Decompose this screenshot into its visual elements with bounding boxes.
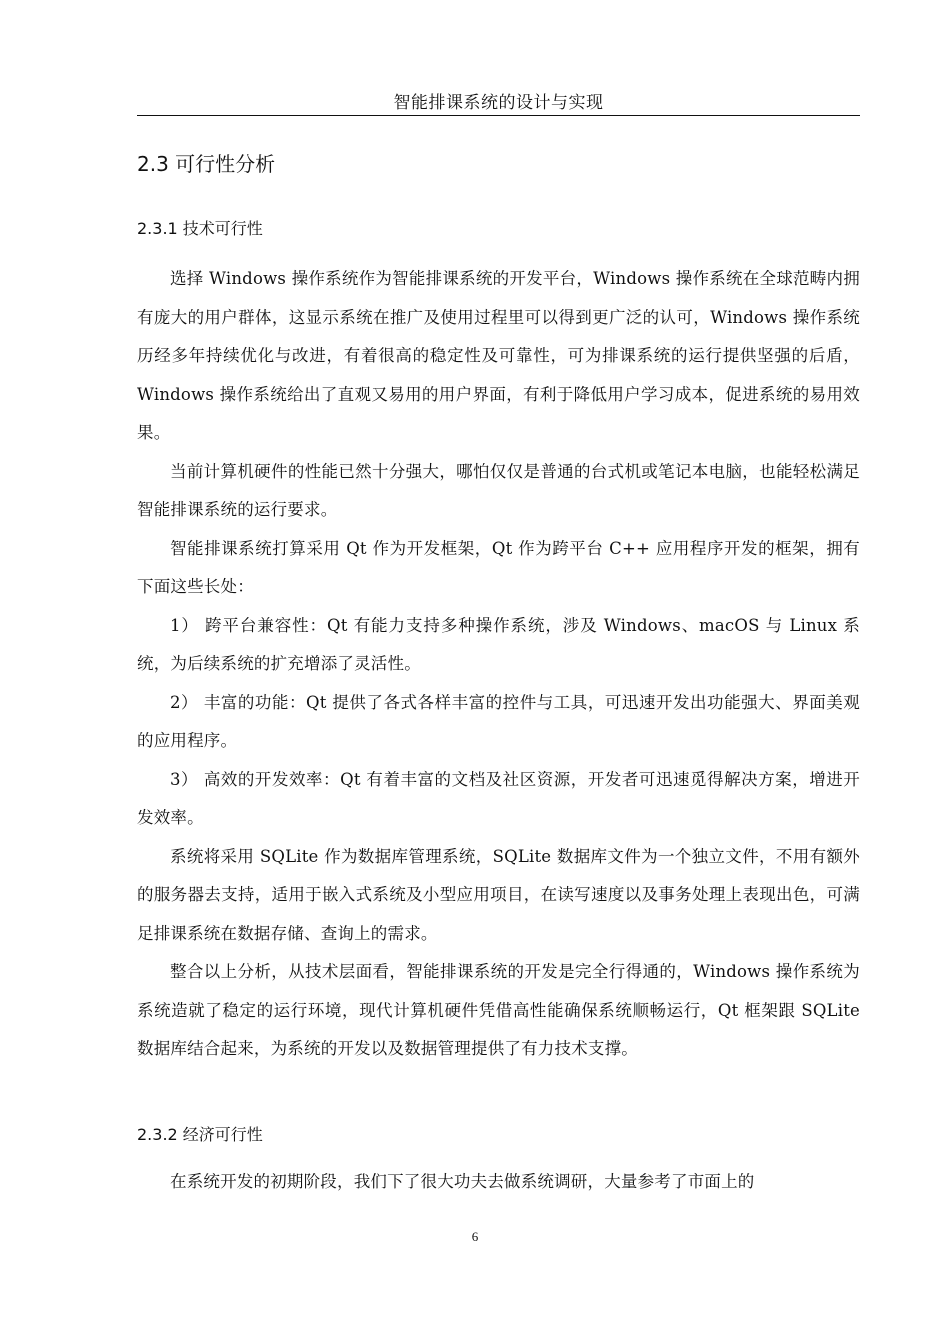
paragraph: 当前计算机硬件的性能已然十分强大，哪怕仅仅是普通的台式机或笔记本电脑，也能轻松满足智能排课系统的运行要求。 xyxy=(137,461,860,519)
list-item: 3） 高效的开发效率：Qt 有着丰富的文档及社区资源，开发者可迅速觅得解决方案，增进开发效率。 xyxy=(137,769,860,827)
subsection-title-economic: 2.3.2 经济可行性 xyxy=(137,1125,263,1144)
list-item: 2） 丰富的功能：Qt 提供了各式各样丰富的控件与工具，可迅速开发出功能强大、界面美观的应用程序。 xyxy=(137,692,860,750)
paragraph: 智能排课系统打算采用 Qt 作为开发框架，Qt 作为跨平台 C++ 应用程序开发的框架，拥有下面这些长处： xyxy=(137,538,860,596)
economic-feasibility-body xyxy=(137,1163,860,1202)
page-number: 6 xyxy=(471,1229,479,1244)
list-item: 1） 跨平台兼容性：Qt 有能力支持多种操作系统，涉及 Windows、macOS 与 Linux 系统，为后续系统的扩充增添了灵活性。 xyxy=(137,615,860,673)
paragraph: 系统将采用 SQLite 作为数据库管理系统，SQLite 数据库文件为一个独立文件，不用有额外的服务器去支持，适用于嵌入式系统及小型应用项目，在读写速度以及事务处理上表现出色，可满足排课系统在数据存储、查询上的需求。 xyxy=(137,846,860,943)
technical-feasibility-body xyxy=(137,260,860,1069)
paragraph: 选择 Windows 操作系统作为智能排课系统的开发平台，Windows 操作系统在全球范畴内拥有庞大的用户群体，这显示系统在推广及使用过程里可以得到更广泛的认可，Windows 操作系统历经多年持续优化与改进，有着很高的稳定性及可靠性，可为排课系统的运行提供坚强的后盾，Windows 操作系统给出了直观又易用的用户界面，有利于降低用户学习成本，促进系统的易用效果。 xyxy=(137,269,860,442)
subsection-title-technical: 2.3.1 技术可行性 xyxy=(137,219,263,238)
header-divider xyxy=(137,115,860,116)
running-header: 智能排课系统的设计与实现 xyxy=(393,93,604,113)
paragraph: 整合以上分析，从技术层面看，智能排课系统的开发是完全行得通的，Windows 操作系统为系统造就了稳定的运行环境，现代计算机硬件凭借高性能确保系统顺畅运行，Qt 框架跟 SQLite 数据库结合起来，为系统的开发以及数据管理提供了有力技术支撑。 xyxy=(137,962,860,1058)
paragraph: 在系统开发的初期阶段，我们下了很大功夫去做系统调研，大量参考了市面上的 xyxy=(170,1172,755,1191)
section-title: 2.3 可行性分析 xyxy=(137,152,276,176)
